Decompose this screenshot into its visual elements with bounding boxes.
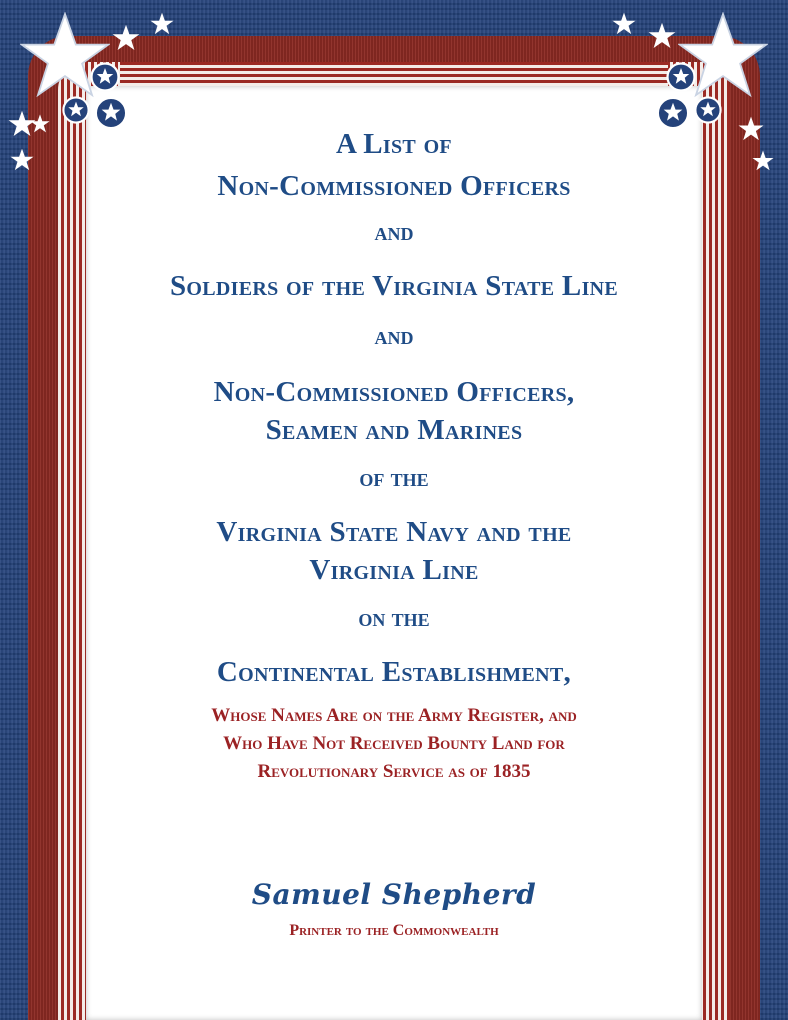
title-line: Virginia Line [309,554,479,586]
title-block [86,86,702,786]
star-icon [612,12,636,35]
title-line: Soldiers of the Virginia State Line [169,270,619,302]
star-icon [738,116,764,141]
title-line: Seamen and Marines [265,414,523,446]
title-line: A List of [336,128,452,160]
title-line: Virginia State Navy and the [216,516,572,548]
star-icon [10,148,34,171]
star-icon [648,22,676,49]
title-line: Non-Commissioned Officers, [213,376,575,408]
subtitle-line: Revolutionary Service as of 1835 [257,761,531,782]
subtitle-line: Who Have Not Received Bounty Land for [223,733,565,754]
title-line: Continental Establishment, [216,656,572,688]
title-connector: and [374,219,414,246]
title-connector: of the [359,465,429,492]
title-line: Non-Commissioned Officers [217,170,571,202]
star-icon [752,150,774,171]
title-connector: on the [358,605,430,632]
star-icon [150,12,174,35]
author-role: Printer to the Commonwealth [289,922,499,939]
author-signature: Samuel Shepherd [251,878,537,911]
star-icon [30,114,50,133]
star-icon [112,24,140,51]
title-connector: and [374,323,414,350]
striped-top-border [120,62,668,86]
subtitle-line: Whose Names Are on the Army Register, and [211,705,577,726]
